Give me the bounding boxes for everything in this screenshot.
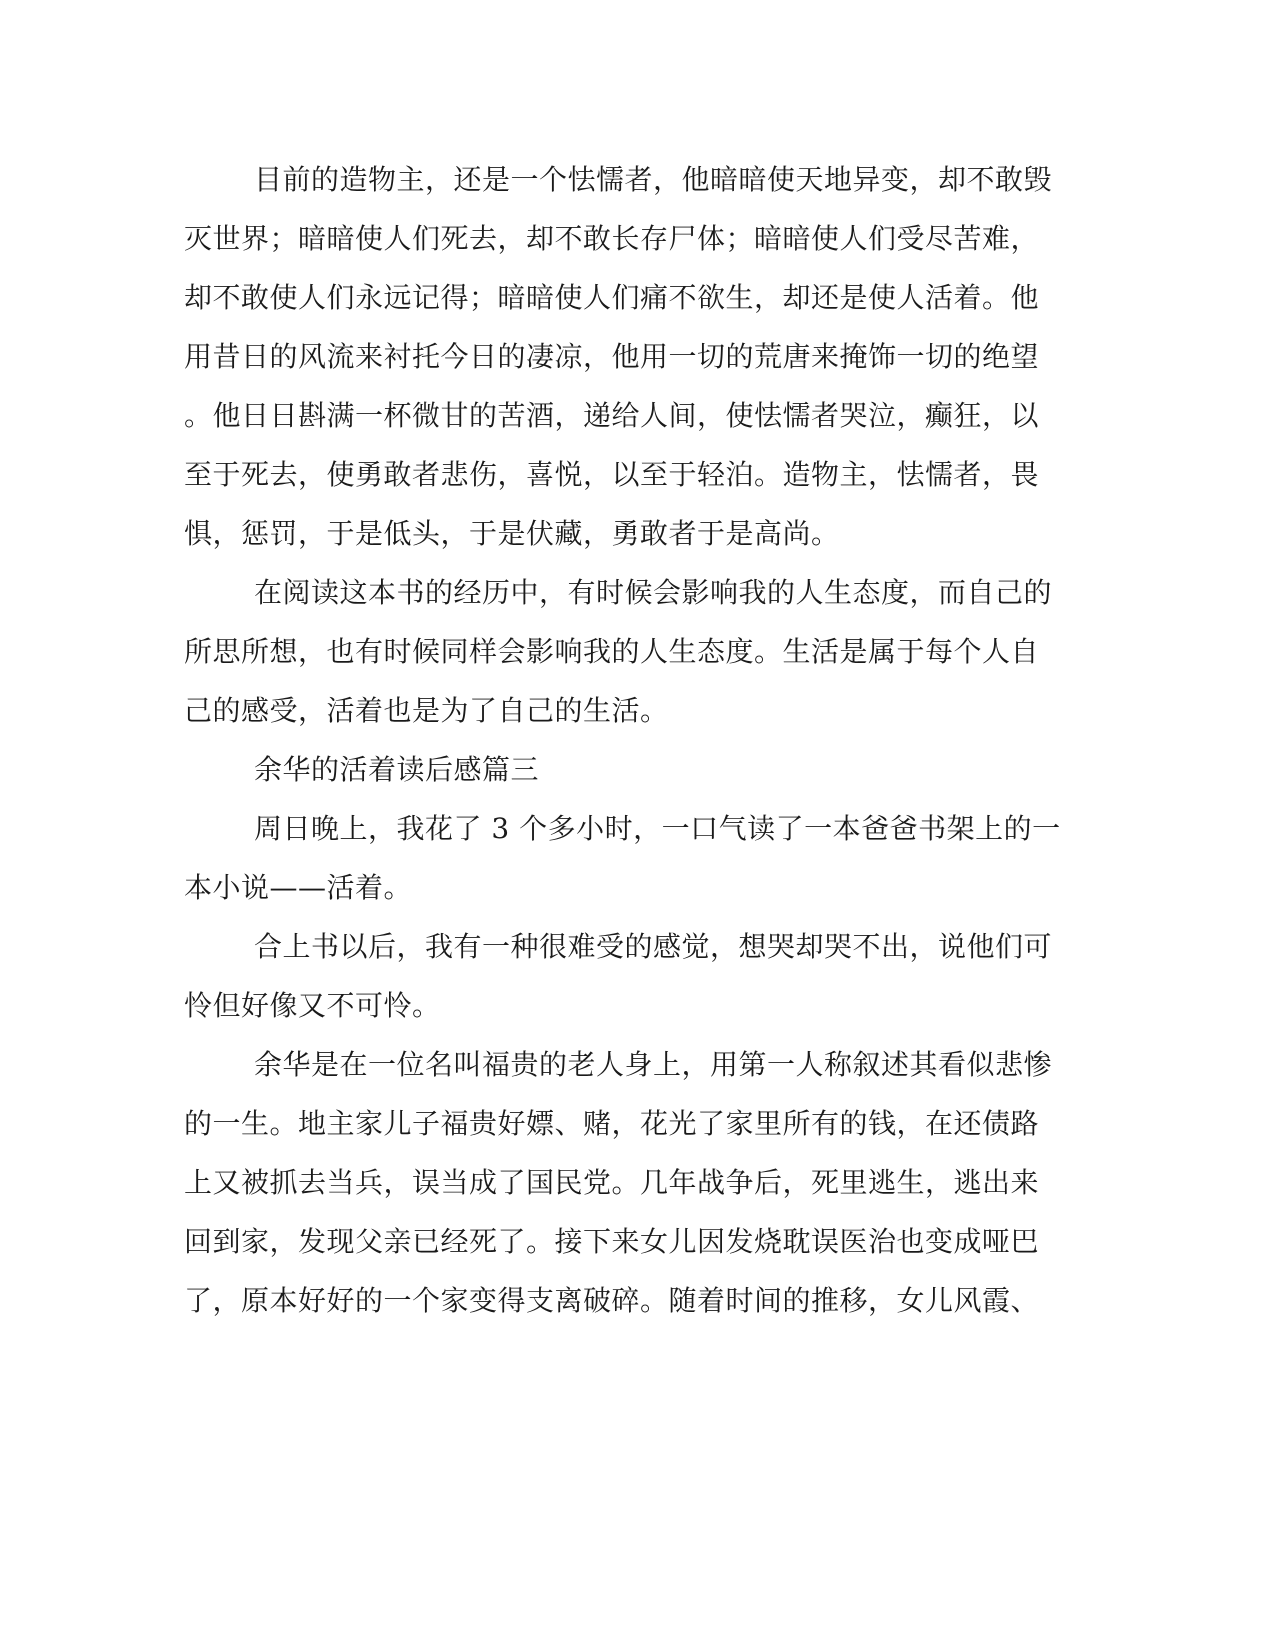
text-line: 周日晚上，我花了 3 个多小时，一口气读了一本爸爸书架上的一	[254, 812, 1061, 845]
text-line: 灭世界；暗暗使人们死去，却不敢长存尸体；暗暗使人们受尽苦难，	[184, 222, 1040, 255]
text-line: 在阅读这本书的经历中，有时候会影响我的人生态度，而自己的	[254, 576, 1053, 609]
text-line: 所思所想，也有时候同样会影响我的人生态度。生活是属于每个人自	[184, 635, 1040, 668]
text-line: 上又被抓去当兵，误当成了国民党。几年战争后，死里逃生，逃出来	[184, 1166, 1040, 1199]
text-line: 回到家，发现父亲已经死了。接下来女儿因发烧耽误医治也变成哑巴	[184, 1225, 1040, 1258]
text-line: 了，原本好好的一个家变得支离破碎。随着时间的推移，女儿风霞、	[184, 1284, 1040, 1317]
text-line: 余华是在一位名叫福贵的老人身上，用第一人称叙述其看似悲惨	[254, 1048, 1053, 1081]
text-line: 目前的造物主，还是一个怯懦者，他暗暗使天地异变，却不敢毁	[254, 163, 1053, 196]
text-line: 合上书以后，我有一种很难受的感觉，想哭却哭不出，说他们可	[254, 930, 1053, 963]
section-heading: 余华的活着读后感篇三	[254, 753, 540, 786]
text-line: 。他日日斟满一杯微甘的苦酒，递给人间，使怯懦者哭泣，癫狂，以	[184, 399, 1040, 432]
text-line: 至于死去，使勇敢者悲伤，喜悦，以至于轻泊。造物主，怯懦者，畏	[184, 458, 1040, 491]
text-line: 的一生。地主家儿子福贵好嫖、赌，花光了家里所有的钱，在还债路	[184, 1107, 1040, 1140]
text-line: 怜但好像又不可怜。	[184, 989, 441, 1022]
text-line: 惧，惩罚，于是低头，于是伏藏，勇敢者于是高尚。	[184, 517, 840, 550]
text-line: 用昔日的风流来衬托今日的凄凉，他用一切的荒唐来掩饰一切的绝望	[184, 340, 1040, 373]
text-line: 却不敢使人们永远记得；暗暗使人们痛不欲生，却还是使人活着。他	[184, 281, 1040, 314]
text-line: 本小说——活着。	[184, 871, 413, 904]
text-line: 己的感受，活着也是为了自己的生活。	[184, 694, 669, 727]
